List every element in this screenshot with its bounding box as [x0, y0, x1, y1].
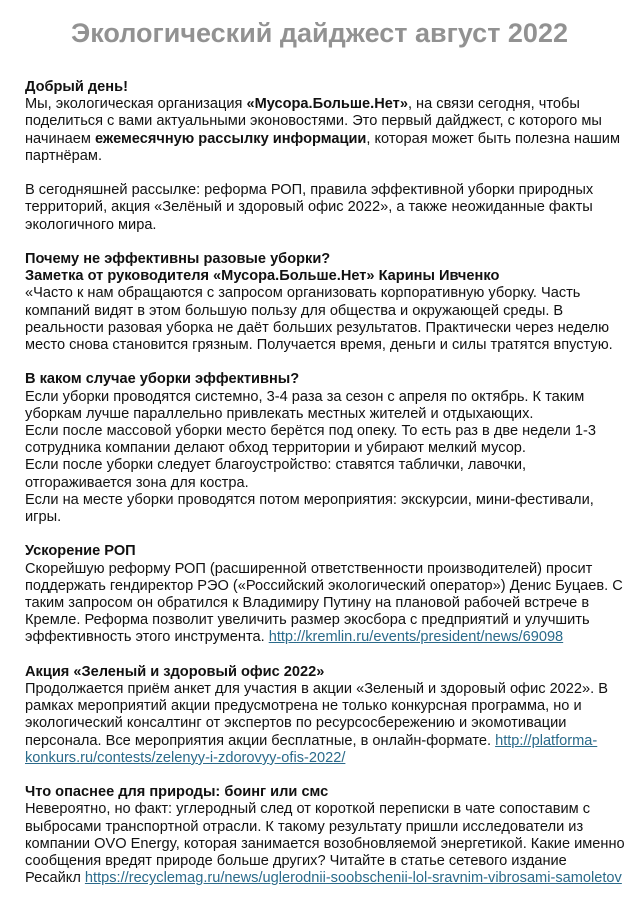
section-heading: Что опаснее для природы: боинг или смс [25, 784, 329, 801]
section-paragraph [25, 681, 625, 767]
section-subheading: Заметка от руководителя «Мусора.Больше.Нет» Карины Ивченко [25, 268, 500, 285]
greeting: Добрый день! [25, 79, 128, 95]
section-paragraph: Если после уборки следует благоустройство: ставятся таблички, лавочки, отгораживается зона для костра. [25, 457, 527, 491]
section-heading: В каком случае уборки эффективны? [25, 371, 300, 388]
section-paragraph: «Часто к нам обращаются с запросом организовать корпоративную уборку. Часть компаний видят в этом большую пользу для общества и окружающей среды. В реальности разовая уборка не даёт больших результатов. Практически через неделю место снова становится грязным. Получается время, деньги и силы тратятся впустую. [25, 285, 613, 354]
intro-text-1: Мы, экологическая организация [25, 96, 247, 113]
kremlin-link[interactable]: http://kremlin.ru/events/president/news/69098 [268, 629, 564, 646]
section-heading: Акция «Зеленый и здоровый офис 2022» [25, 663, 325, 680]
section-one-time-cleanups [25, 251, 625, 354]
section-text: Продолжается приём анкет для участия в акции «Зеленый и здоровый офис 2022». В рамках мероприятий акции предусмотрена не только конкурсная программа, но и экологический консалтинг от экспертов по ресурсосбережению и экомотивации персонала. Все мероприятия акции бесплатные, в онлайн-формате. [25, 681, 608, 749]
section-paragraph: Если после массовой уборки место берётся под опеку. То есть раз в две недели 1-3 сотрудника компании делают обход территории и убирают мелкий мусор. [25, 423, 596, 457]
section-paragraph [25, 561, 625, 647]
summary-section [25, 182, 625, 234]
section-green-office [25, 664, 625, 767]
section-paragraph: Если на месте уборки проводятся потом мероприятия: экскурсии, мини-фестивали, игры. [25, 491, 594, 526]
section-text: Невероятно, но факт: углеродный след от короткой переписки в чате сопоставим с выбросами транспортной отрасли. К такому результату пришли исследователи из компании OVO Energy, которая занимается возобновляемой энергетикой. Какие именно сообщения вредят природе больше других? Читайте в статье сетевого издание Ресайкл [25, 801, 625, 887]
section-paragraph [25, 801, 625, 887]
section-effective-cleanups [25, 371, 625, 526]
recyclemag-link[interactable]: https://recyclemag.ru/news/uglerodnii-soobschenii-lol-sravnim-vibrosami-samoletov [84, 870, 622, 887]
platforma-konkurs-link[interactable]: http://platforma-konkurs.ru/contests/zelenyy-i-zdorovyy-ofis-2022/ [25, 732, 598, 766]
section-heading: Почему не эффективны разовые уборки? [25, 251, 331, 267]
intro-text-2: , на связи сегодня, чтобы поделиться с вами актуальными эконовостями. Это первый дайджест, с которого мы начинаем [25, 96, 602, 147]
intro-section [25, 79, 625, 165]
section-rop-acceleration [25, 543, 625, 646]
intro-paragraph [25, 96, 625, 165]
newsletter-highlight: ежемесячную рассылку информации [95, 130, 367, 147]
intro-text-3: , которая может быть полезна нашим партнёрам. [25, 130, 620, 164]
summary-paragraph: В сегодняшней рассылке: реформа РОП, правила эффективной уборки природных территорий, акция «Зелёный и здоровый офис 2022», а также неожиданные факты экологичного мира. [25, 182, 594, 233]
section-heading: Ускорение РОП [25, 543, 136, 560]
section-text: Скорейшую реформу РОП (расширенной ответственности производителей) просит поддержать гендиректор РЭО («Российский экологический оператор») Денис Буцаев. С таким запросом он обратился к Владимиру Путину на плановой рабочей встрече в Кремле. Реформа позволит увеличить размер экосбора с предприятий и улучшить эффективность этого инструмента. [25, 560, 623, 646]
org-name: «Мусора.Больше.Нет» [246, 96, 408, 113]
section-paragraph: Если уборки проводятся системно, 3-4 раза за сезон с апреля по октябрь. К таким уборкам лучше параллельно привлекать местных жителей и отдыхающих. [25, 388, 585, 422]
page-title: Экологический дайджест август 2022 [71, 18, 568, 48]
section-boeing-or-sms [25, 784, 625, 887]
digest-content [25, 79, 625, 905]
